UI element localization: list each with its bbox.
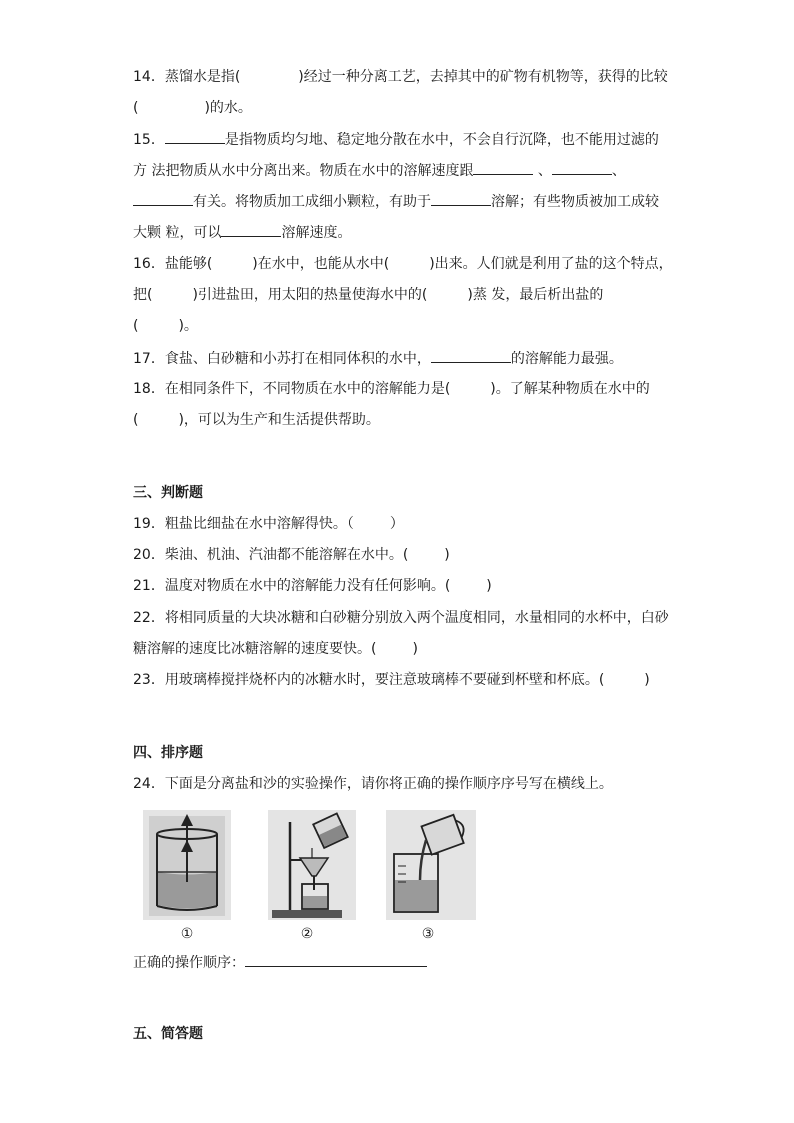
q15-text-d: 、 [537,163,552,179]
answer-blank[interactable] [473,160,533,175]
q15-text-f: 有关。将物质加工成细小颗粒，有助于 [193,194,431,210]
figure-stirring-beaker [143,810,231,920]
question-16-line-2 [133,285,603,305]
answer-blank[interactable] [165,129,225,144]
q19-end: ） [389,516,404,532]
q22-text-c: ) [412,641,418,657]
q18-text-c: ( [133,412,139,428]
figure-label-3: ③ [421,926,435,942]
q23-text: 23．用玻璃棒搅拌烧杯内的冰糖水时，要注意玻璃棒不要碰到杯壁和杯底。( [133,672,605,688]
question-21 [133,576,492,596]
question-15-line-4 [133,222,351,243]
q16-text-g: ( [133,318,139,334]
question-22-line-2 [133,639,418,659]
figure-label-1: ① [180,926,194,942]
question-19 [133,514,404,534]
q15-text-b: 是指物质均匀地、稳定地分散在水中，不会自行沉降，也不能用过滤的 [224,132,659,148]
question-14-line-2 [133,98,252,118]
q18-text-b: )。了解某种物质在水中的 [490,381,650,397]
figure-pouring [386,810,476,920]
answer-blank[interactable] [431,348,511,363]
q16-text-d: 把( [133,287,153,303]
q15-text-c: 方 法把物质从水中分离出来。物质在水中的溶解速度跟 [133,163,474,179]
q15-text-i: 溶解速度。 [281,225,352,241]
q22-text-b: 糖溶解的速度比冰糖溶解的速度要快。( [133,641,377,657]
q23-end: ) [644,672,650,688]
question-23 [133,670,650,690]
q15-text-e: 、 [611,163,626,179]
question-18-line-2 [133,410,380,430]
question-15-line-3 [133,191,659,212]
q14-text-b: )经过一种分离工艺，去掉其中的矿物有机物等，获得的比较 [298,69,668,85]
question-14-line-1 [133,67,668,87]
q24-answer-label: 正确的操作顺序： [133,955,245,971]
question-22-line-1 [133,608,669,628]
answer-blank[interactable] [552,160,612,175]
question-20 [133,545,450,565]
q16-text-f: )蒸 发，最后析出盐的 [467,287,604,303]
q17-text-a: 17．食盐、白砂糖和小苏打在相同体积的水中， [133,351,431,367]
q21-text: 21．温度对物质在水中的溶解能力没有任何影响。( [133,578,451,594]
q21-end: ) [486,578,492,594]
answer-blank[interactable] [221,222,281,237]
q16-text-h: )。 [178,318,198,334]
q14-text-c: ( [133,100,139,116]
question-16-line-1 [133,254,673,274]
figure-filtration [268,810,356,920]
question-15-line-1 [133,129,659,150]
section-heading-ordering: 四、排序题 [133,745,203,761]
answer-blank[interactable] [245,952,427,967]
q14-text-a: 14．蒸馏水是指( [133,69,241,85]
q16-text-b: )在水中，也能从水中( [252,256,390,272]
q16-text-e: )引进盐田，用太阳的热量使海水中的( [192,287,428,303]
answer-blank[interactable] [133,191,193,206]
answer-blank[interactable] [431,191,491,206]
question-17 [133,348,623,369]
q17-text-b: 的溶解能力最强。 [510,351,623,367]
q20-text: 20．柴油、机油、汽油都不能溶解在水中。( [133,547,409,563]
q22-text-a: 22．将相同质量的大块冰糖和白砂糖分别放入两个温度相同，水量相同的水杯中，白砂 [133,610,669,626]
question-15-line-2 [133,160,626,181]
q20-end: ) [444,547,450,563]
q15-text-g: 溶解；有些物质被加工成较 [491,194,659,210]
q15-text-a: 15． [133,132,165,148]
q16-text-c: )出来。人们就是利用了盐的这个特点， [429,256,673,272]
question-16-line-3 [133,316,198,336]
question-18-line-1 [133,379,650,399]
question-24 [133,774,613,794]
figure-label-2: ② [300,926,314,942]
q19-text: 19．粗盐比细盐在水中溶解得快。（ [133,516,354,532]
q14-text-d: )的水。 [204,100,252,116]
section-heading-short-answer: 五、简答题 [133,1026,203,1042]
q24-answer-line [133,952,427,973]
q18-text-a: 18．在相同条件下，不同物质在水中的溶解能力是( [133,381,451,397]
q24-text: 24．下面是分离盐和沙的实验操作，请你将正确的操作顺序序号写在横线上。 [133,776,613,792]
q18-text-d: )，可以为生产和生活提供帮助。 [178,412,380,428]
q16-text-a: 16．盐能够( [133,256,213,272]
section-heading-judgement: 三、判断题 [133,485,203,501]
q15-text-h: 大颗 粒，可以 [133,225,222,241]
